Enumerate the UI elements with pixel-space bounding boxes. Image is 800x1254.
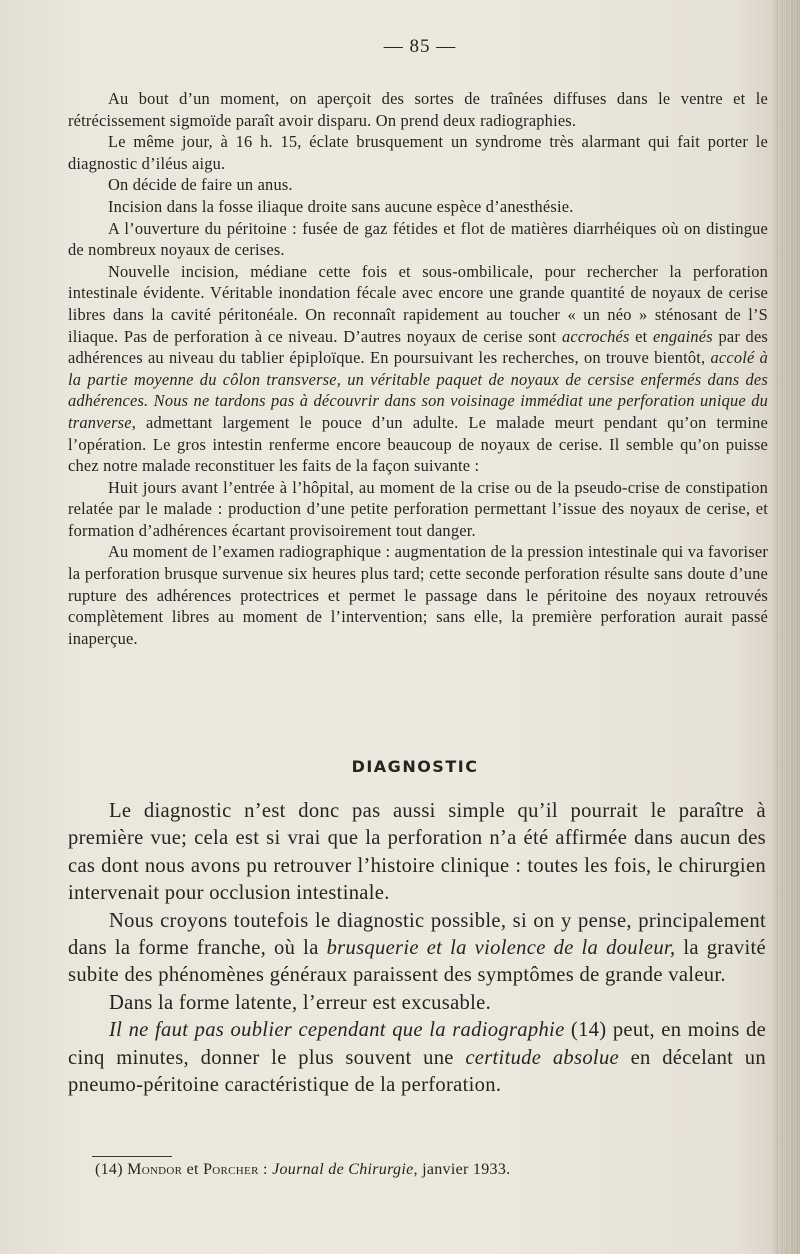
footnote-separator: : (263, 1161, 268, 1178)
paragraph: Dans la forme latente, l’erreur est excusable. (109, 991, 492, 1014)
paragraph: Huit jours avant l’entrée à l’hôpital, au moment de la crise ou de la pseudo-crise de constipation relatée par le malade : production d’une petite perforation permettant l’issue des noyaux de cerise, et formation d’adhérences écartant provisoirement tout danger. (68, 477, 768, 540)
footnote-rule (92, 1156, 172, 1157)
book-spine-edge (774, 0, 800, 1254)
paragraph (68, 908, 766, 990)
text-run: en décelant un pneumo-péritoine caractéristique de la perforation. (68, 1046, 766, 1097)
section-heading: DIAGNOSTIC (351, 757, 479, 776)
text-run: Nous croyons toutefois le diagnostic possible, si on y pense, principalement dans la forme franche, où la (68, 909, 766, 960)
italic-text: brusquerie et la violence de la douleur, (326, 937, 676, 960)
paragraph: Au moment de l’examen radiographique : augmentation de la pression intestinale qui va favoriser la perforation brusque survenue six heures plus tard; cette seconde perforation résulte sans doute d’une rupture des adhérences protectrices et permet le passage dans le péritoine des noyaux retrouvés complètement libres au moment de l’intervention; sans elle, la première perforation aurait passé inaperçue. (68, 542, 768, 648)
italic-text: certitude absolue (465, 1046, 619, 1069)
italic-text: accrochés (561, 326, 630, 346)
case-report-text (68, 88, 768, 649)
footnote-date: janvier 1933. (422, 1161, 511, 1178)
footnote-author: Porcher (203, 1161, 259, 1178)
italic-text: Il ne faut pas oublier cependant que la radiographie (109, 1019, 565, 1042)
footnote-journal: Journal de Chirurgie, (272, 1161, 418, 1178)
diagnostic-text (68, 798, 766, 1099)
text-run: (14) peut, en moins de cinq minutes, donner le plus souvent une (68, 1019, 767, 1069)
paragraph: Le même jour, à 16 h. 15, éclate brusquement un syndrome très alarmant qui fait porter le diagnostic d’iléus aigu. (68, 132, 768, 173)
paragraph (68, 1017, 766, 1099)
footnote-author: Mondor (127, 1161, 183, 1178)
footnote-number: (14) (95, 1161, 123, 1178)
paragraph (68, 261, 768, 477)
paragraph: On décide de faire un anus. (108, 175, 293, 195)
text-run: et (629, 326, 653, 346)
paragraph: Au bout d’un moment, on aperçoit des sortes de traînées diffuses dans le ventre et le rétrécissement sigmoïde paraît avoir disparu. On prend deux radiographies. (68, 89, 768, 130)
footnote-conjunction: et (186, 1161, 199, 1178)
text-run: par des adhérences au niveau du tablier épiploïque. En poursuivant les recherches, on trouve bientôt, (68, 326, 769, 368)
italic-text: accolé à la partie moyenne du côlon transverse, un véritable paquet de noyaux de cersise enfermés dans des adhérences. Nous ne tardons pas à découvrir dans son voisinage immédiat une perforation unique du tranverse, (68, 348, 768, 432)
paragraph: A l’ouverture du péritoine : fusée de gaz fétides et flot de matières diarrhéiques où on distingue de nombreux noyaux de cerises. (68, 218, 768, 260)
italic-text: engainés (653, 326, 713, 346)
paragraph: Incision dans la fosse iliaque droite sans aucune espèce d’anesthésie. (108, 196, 574, 216)
footnote (95, 1161, 775, 1179)
text-run: admettant largement le pouce d’un adulte. Le malade meurt pendant qu’on termine l’opération. Le gros intestin renferme encore beaucoup de noyaux de cerise. Il semble qu’on puisse chez notre malade reconstituer les faits de la façon suivante : (68, 412, 768, 476)
text-run: Nouvelle incision, médiane cette fois et sous-ombilicale, pour rechercher la perforation intestinale évidente. Véritable inondation fécale avec encore une grande quantité de noyaux de cerise libres dans la cavité péritonéale. On reconnaît rapidement au toucher « un néo » sténosant de l’S iliaque. Pas de perforation à ce niveau. D’autres noyaux de cerise sont (68, 261, 768, 346)
text-run: la gravité subite des phénomènes généraux paraissent des symptômes de grande valeur. (68, 937, 766, 987)
page-number: — 85 — (383, 36, 457, 57)
paragraph: Le diagnostic n’est donc pas aussi simple qu’il pourrait le paraître à première vue; cela est si vrai que la perforation n’a été affirmée dans aucun des cas dont nous avons pu retrouver l’histoire clinique : toutes les fois, le chirurgien intervenait pour occlusion intestinale. (68, 800, 766, 905)
